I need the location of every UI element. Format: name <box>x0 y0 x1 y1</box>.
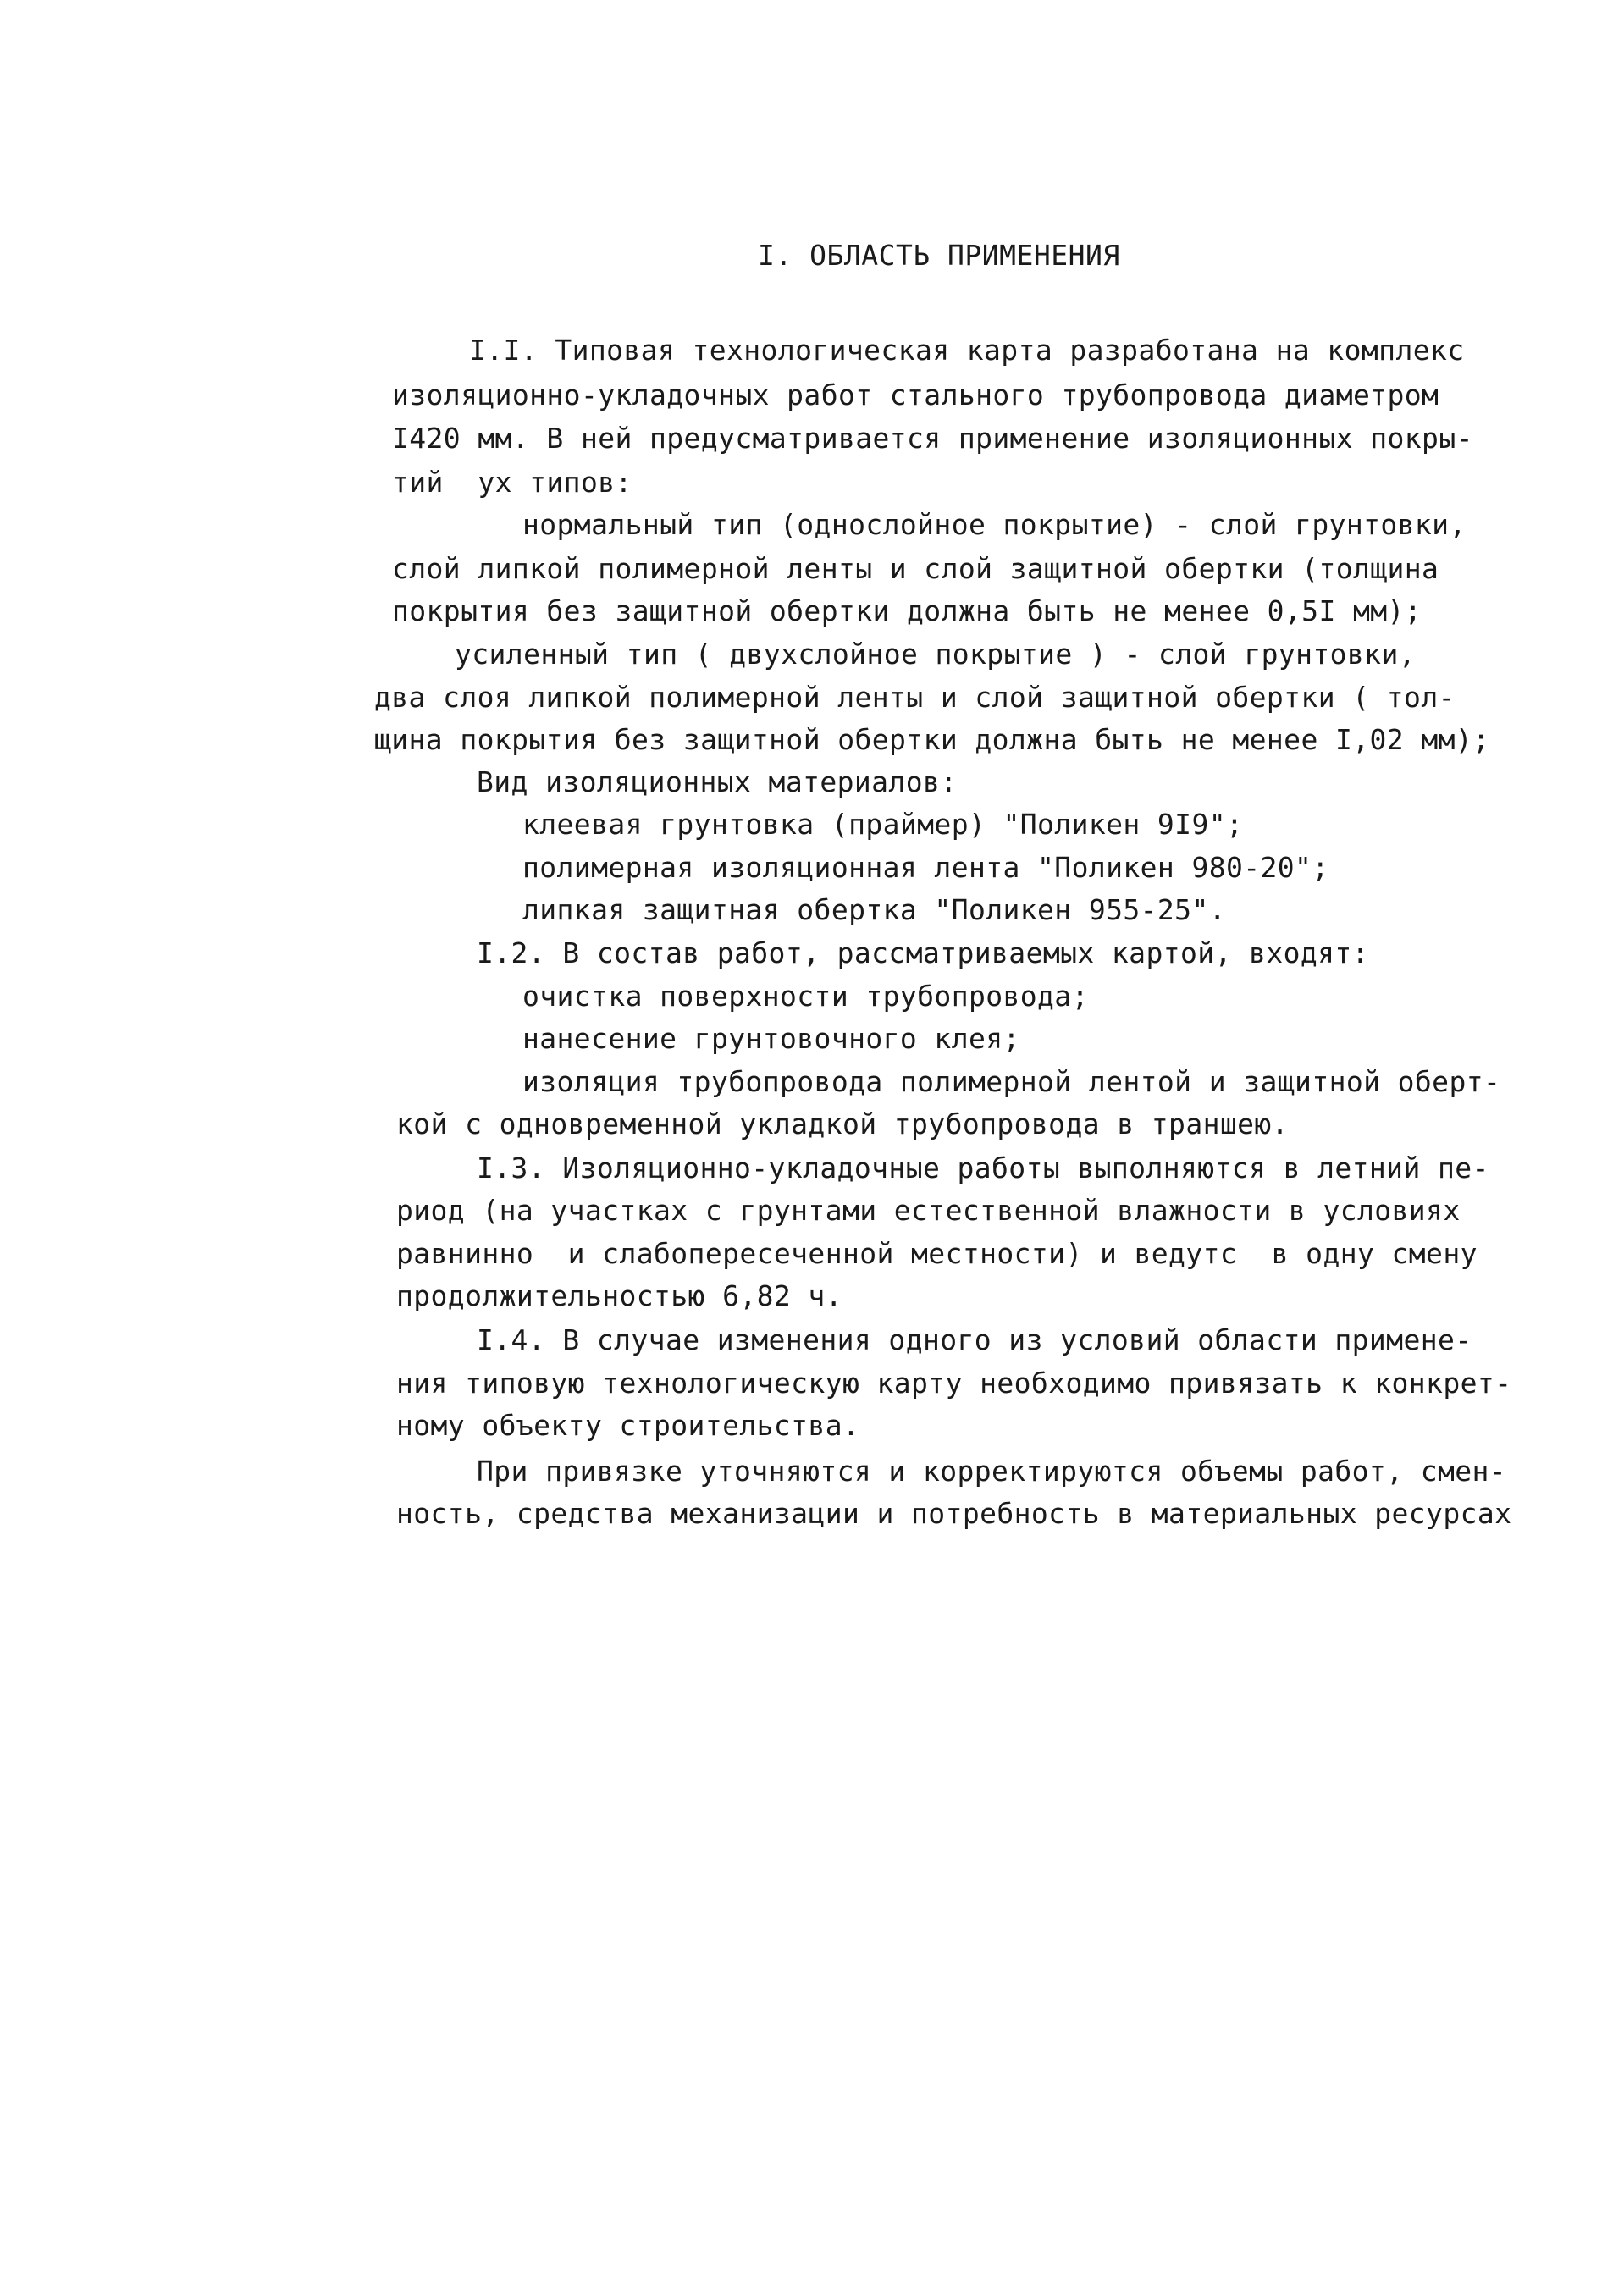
paragraph-line: равнинно и слабопересеченной местности) и ведутс в одну смену <box>396 1237 1478 1270</box>
paragraph-line: два слоя липкой полимерной ленты и слой защитной обертки ( тол- <box>374 681 1456 714</box>
paragraph-line: I.4. В случае изменения одного из условий области примене- <box>477 1323 1472 1356</box>
paragraph-line: I.2. В состав работ, рассматриваемых картой, входят: <box>477 936 1369 969</box>
paragraph-line: изоляционно-укладочных работ стального трубопровода диаметром <box>392 378 1439 411</box>
paragraph-line: При привязке уточняются и корректируются объемы работ, смен- <box>477 1455 1507 1488</box>
paragraph-line: очистка поверхности трубопровода; <box>522 980 1089 1013</box>
section-heading: I. ОБЛАСТЬ ПРИМЕНЕНИЯ <box>758 239 1120 272</box>
paragraph-line: ния типовую технологическую карту необходимо привязать к конкрет- <box>396 1367 1512 1400</box>
paragraph-line: I.3. Изоляционно-укладочные работы выполняются в летний пе- <box>477 1151 1489 1184</box>
paragraph-line: I420 мм. В ней предусматривается применение изоляционных покры- <box>392 422 1473 455</box>
paragraph-line: покрытия без защитной обертки должна быть не менее 0,5I мм); <box>392 594 1422 627</box>
paragraph-line: нанесение грунтовочного клея; <box>522 1022 1020 1055</box>
paragraph-line: нормальный тип (однослойное покрытие) - слой грунтовки, <box>522 508 1467 541</box>
paragraph-line: тий ух типов: <box>392 466 632 499</box>
paragraph-line: I.I. Типовая технологическая карта разработана на комплекс <box>469 334 1465 367</box>
paragraph-line: ность, средства механизации и потребность в материальных ресурсах <box>396 1497 1512 1530</box>
paragraph-line: риод (на участках с грунтами естественной влажности в условиях <box>396 1194 1461 1227</box>
paragraph-line: клеевая грунтовка (праймер) "Поликен 9I9"; <box>522 808 1244 841</box>
paragraph-line: кой с одновременной укладкой трубопровода в траншею. <box>396 1107 1289 1140</box>
paragraph-line: изоляция трубопровода полимерной лентой и защитной оберт- <box>522 1065 1501 1098</box>
paragraph-line: полимерная изоляционная лента "Поликен 980-20"; <box>522 851 1329 884</box>
paragraph-line: усиленный тип ( двухслойное покрытие ) - слой грунтовки, <box>455 638 1416 671</box>
paragraph-line: ному объекту строительства. <box>396 1409 860 1442</box>
paragraph-line: липкая защитная обертка "Поликен 955-25". <box>522 893 1226 926</box>
paragraph-line: слой липкой полимерной ленты и слой защитной обертки (толщина <box>392 552 1439 585</box>
paragraph-line: Вид изоляционных материалов: <box>477 765 958 798</box>
paragraph-line: продолжительностью 6,82 ч. <box>396 1279 842 1312</box>
paragraph-line: щина покрытия без защитной обертки должна быть не менее I,02 мм); <box>374 723 1490 756</box>
